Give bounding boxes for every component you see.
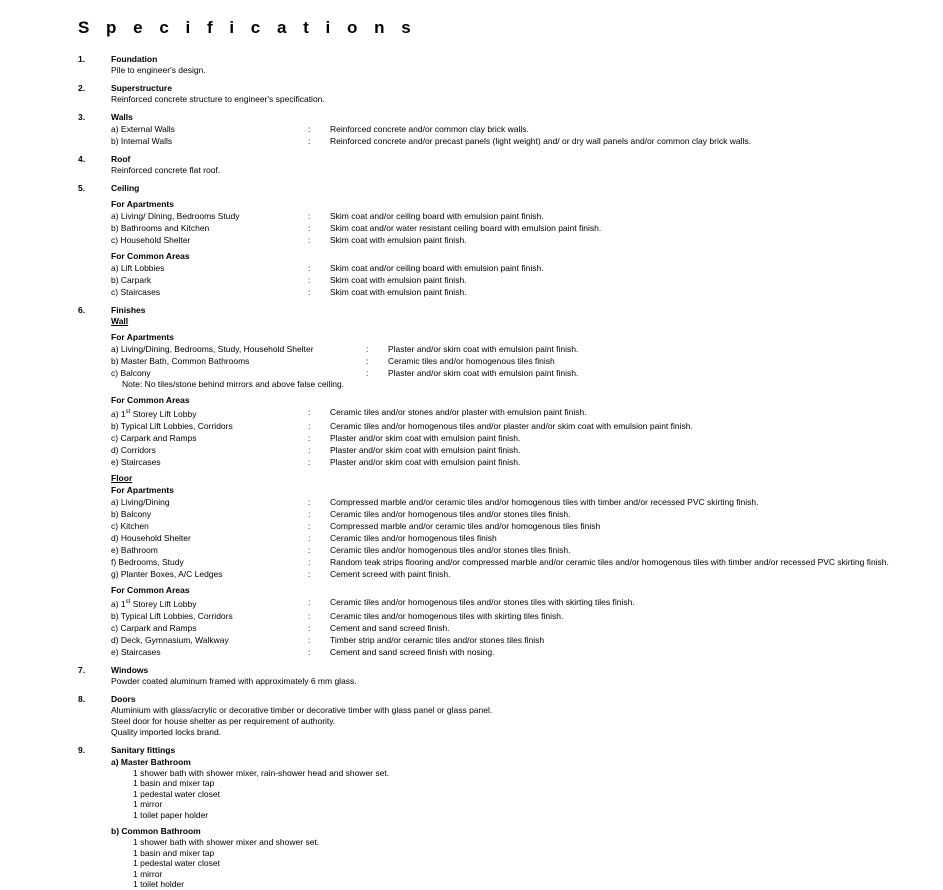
spec-value: Skim coat and/or ceiling board with emulsion paint finish. [330, 263, 544, 273]
section-text: Quality imported locks brand. [111, 726, 222, 737]
spec-row [111, 223, 903, 234]
group-heading: For Apartments [111, 484, 174, 495]
spec-label: c) Staircases [111, 287, 161, 297]
spec-label: a) External Walls [111, 124, 175, 134]
group-heading: For Common Areas [111, 584, 190, 595]
spec-label: f) Bedrooms, Study [111, 556, 184, 567]
section-finishes [78, 305, 903, 658]
spec-row [111, 433, 903, 444]
spec-colon: : [308, 263, 311, 273]
spec-label: a) Living/ Dining, Bedrooms Study [111, 211, 240, 221]
spec-colon: : [308, 622, 311, 633]
section-doors [78, 694, 903, 738]
spec-value: Ceramic tiles and/or homogenous tiles and/or stones tiles with skirting tiles finish. [330, 596, 635, 607]
spec-value: Skim coat and/or water resistant ceiling board with emulsion paint finish. [330, 223, 602, 233]
spec-label: e) Bathroom [111, 544, 158, 555]
spec-note: Note: No tiles/stone behind mirrors and above false ceiling. [122, 379, 345, 389]
spec-value: Plaster and/or skim coat with emulsion paint finish. [330, 432, 521, 443]
list-item: 1 basin and mixer tap [133, 847, 215, 858]
spec-label: a) 1st Storey Lift Lobby [111, 598, 197, 609]
spec-value: Cement and sand screed finish with nosing. [330, 646, 495, 657]
spec-value: Timber strip and/or ceramic tiles and/or stones tiles finish [330, 634, 545, 645]
spec-label: b) Typical Lift Lobbies, Corridors [111, 420, 233, 431]
spec-colon: : [366, 368, 369, 378]
spec-row [111, 211, 903, 222]
spec-colon: : [308, 556, 311, 567]
spec-value: Skim coat and/or ceiling board with emulsion paint finish. [330, 211, 544, 221]
spec-value: Plaster and/or skim coat with emulsion paint finish. [388, 368, 579, 378]
section-superstructure [78, 83, 903, 105]
spec-label: e) Staircases [111, 646, 161, 657]
spec-row [111, 445, 903, 456]
spec-row [111, 124, 903, 135]
section-number: 3. [78, 112, 86, 122]
section-number: 8. [78, 693, 86, 704]
spec-value: Reinforced concrete and/or precast panels (light weight) and/ or dry wall panels and/or common clay brick walls. [330, 136, 751, 146]
fitting-list [111, 768, 903, 821]
spec-value: Random teak strips flooring and/or compressed marble and/or ceramic tiles and/or homogenous tiles with timber and/or recessed PVC skirting finish. [330, 556, 889, 567]
spec-colon: : [308, 287, 311, 297]
spec-colon: : [366, 344, 369, 354]
spec-value: Skim coat with emulsion paint finish. [330, 275, 467, 285]
spec-value: Plaster and/or skim coat with emulsion paint finish. [330, 456, 521, 467]
spec-value: Cement and sand screed finish. [330, 622, 450, 633]
spec-value: Cement screed with paint finish. [330, 568, 451, 579]
section-heading: Windows [111, 664, 149, 675]
section-number: 7. [78, 664, 86, 675]
spec-row [111, 569, 903, 580]
spec-colon: : [308, 568, 311, 579]
spec-label: c) Balcony [111, 368, 151, 378]
section-foundation [78, 54, 903, 76]
spec-colon: : [366, 356, 369, 366]
spec-label: a) Living/Dining [111, 496, 170, 507]
spec-value: Reinforced concrete and/or common clay brick walls. [330, 124, 529, 134]
spec-row [111, 597, 903, 610]
spec-row [111, 136, 903, 147]
spec-colon: : [308, 532, 311, 543]
spec-colon: : [308, 456, 311, 467]
spec-value: Skim coat with emulsion paint finish. [330, 287, 467, 297]
spec-row [111, 509, 903, 520]
section-ceiling [78, 183, 903, 298]
list-item: 1 toilet holder [133, 879, 185, 890]
group-heading: a) Master Bathroom [111, 756, 191, 767]
spec-row [111, 235, 903, 246]
list-item: 1 pedestal water closet [133, 858, 220, 869]
list-item: 1 shower bath with shower mixer and shower set. [133, 837, 320, 848]
spec-label: c) Carpark and Ramps [111, 432, 197, 443]
group-heading: For Common Areas [111, 395, 190, 405]
spec-row [111, 557, 903, 568]
spec-row [111, 623, 903, 634]
spec-row [111, 611, 903, 622]
spec-row [111, 545, 903, 556]
spec-label: b) Carpark [111, 275, 152, 285]
spec-label: c) Kitchen [111, 520, 149, 531]
spec-label: d) Corridors [111, 444, 156, 455]
spec-label: b) Balcony [111, 508, 152, 519]
spec-value: Ceramic tiles and/or homogenous tiles finish [388, 356, 555, 366]
section-text: Reinforced concrete structure to engineer's specification. [111, 94, 325, 104]
spec-value: Ceramic tiles and/or homogenous tiles and/or stones tiles finish. [330, 544, 571, 555]
list-item: 1 shower bath with shower mixer, rain-shower head and shower set. [133, 767, 390, 778]
section-heading: Roof [111, 154, 131, 164]
group-heading: b) Common Bathroom [111, 826, 201, 837]
list-item: 1 mirror [133, 868, 163, 879]
spec-label: c) Household Shelter [111, 235, 191, 245]
section-text: Steel door for house shelter as per requirement of authority. [111, 715, 336, 726]
subsection-heading-wall: Wall [111, 316, 129, 326]
spec-value: Ceramic tiles and/or homogenous tiles finish [330, 532, 497, 543]
spec-row [111, 344, 903, 355]
spec-label: d) Household Shelter [111, 532, 191, 543]
spec-colon: : [308, 136, 311, 146]
page-title: S p e c i f i c a t i o n s [78, 18, 417, 37]
spec-label: b) Bathrooms and Kitchen [111, 223, 210, 233]
section-roof [78, 154, 903, 176]
section-heading: Superstructure [111, 83, 172, 93]
spec-colon: : [308, 634, 311, 645]
spec-label: a) Living/Dining, Bedrooms, Study, Household Shelter [111, 344, 314, 354]
spec-value: Plaster and/or skim coat with emulsion paint finish. [330, 444, 521, 455]
group-heading: For Apartments [111, 332, 174, 342]
spec-label: d) Deck, Gymnasium, Walkway [111, 634, 229, 645]
subsection-heading-floor: Floor [111, 472, 133, 483]
spec-colon: : [308, 444, 311, 455]
spec-label: b) Typical Lift Lobbies, Corridors [111, 610, 233, 621]
spec-value: Ceramic tiles and/or homogenous tiles and/or plaster and/or skim coat with emulsion paint finish. [330, 420, 693, 431]
spec-row [111, 421, 903, 432]
section-text: Powder coated aluminum framed with approximately 6 mm glass. [111, 675, 357, 686]
section-heading: Finishes [111, 305, 146, 315]
spec-colon: : [308, 646, 311, 657]
spec-label: b) Internal Walls [111, 136, 173, 146]
spec-colon: : [308, 275, 311, 285]
section-text: Pile to engineer's design. [111, 65, 206, 75]
spec-row [111, 287, 903, 298]
list-item: 1 basin and mixer tap [133, 778, 215, 789]
section-heading: Ceiling [111, 183, 140, 193]
spec-colon: : [308, 420, 311, 431]
list-item: 1 pedestal water closet [133, 788, 220, 799]
spec-value: Ceramic tiles and/or homogenous tiles and/or stones tiles finish. [330, 508, 571, 519]
spec-row [111, 497, 903, 508]
section-number: 2. [78, 83, 86, 93]
spec-value: Compressed marble and/or ceramic tiles and/or homogenous tiles finish [330, 520, 601, 531]
spec-label: b) Master Bath, Common Bathrooms [111, 356, 250, 366]
spec-colon: : [308, 544, 311, 555]
spec-row [111, 407, 903, 420]
spec-colon: : [308, 508, 311, 519]
section-sanitary-fittings [78, 745, 903, 890]
section-heading: Walls [111, 112, 133, 122]
spec-colon: : [308, 407, 311, 417]
list-item: 1 mirror [133, 799, 163, 810]
list-item: 1 toilet paper holder [133, 809, 209, 820]
spec-label: a) Lift Lobbies [111, 263, 165, 273]
spec-colon: : [308, 496, 311, 507]
spec-value: Ceramic tiles and/or homogenous tiles with skirting tiles finish. [330, 610, 564, 621]
spec-colon: : [308, 235, 311, 245]
spec-value: Plaster and/or skim coat with emulsion paint finish. [388, 344, 579, 354]
spec-label: c) Carpark and Ramps [111, 622, 197, 633]
section-text: Aluminium with glass/acrylic or decorative timber or decorative timber with glass panel or glass panel. [111, 704, 493, 715]
spec-value: Skim coat with emulsion paint finish. [330, 235, 467, 245]
section-text: Reinforced concrete flat roof. [111, 165, 221, 175]
spec-colon: : [308, 211, 311, 221]
spec-label: e) Staircases [111, 456, 161, 467]
spec-row [111, 356, 903, 367]
group-heading: For Apartments [111, 199, 174, 209]
spec-colon: : [308, 124, 311, 134]
spec-label: g) Planter Boxes, A/C Ledges [111, 568, 223, 579]
spec-row [111, 521, 903, 532]
section-number: 6. [78, 305, 86, 315]
spec-row [111, 457, 903, 468]
spec-row [111, 263, 903, 274]
spec-label: a) 1st Storey Lift Lobby [111, 408, 197, 419]
section-number: 1. [78, 54, 86, 64]
spec-colon: : [308, 520, 311, 531]
spec-colon: : [308, 596, 311, 607]
group-heading: For Common Areas [111, 251, 190, 261]
spec-colon: : [308, 610, 311, 621]
section-number: 4. [78, 154, 86, 164]
spec-row [111, 635, 903, 646]
section-windows [78, 665, 903, 687]
spec-colon: : [308, 223, 311, 233]
section-heading: Doors [111, 693, 136, 704]
section-walls [78, 112, 903, 147]
section-heading: Sanitary fittings [111, 744, 176, 755]
fitting-list [111, 837, 903, 890]
spec-row [111, 533, 903, 544]
section-number: 9. [78, 744, 86, 755]
spec-row [111, 275, 903, 286]
spec-row [111, 368, 903, 379]
spec-row [111, 647, 903, 658]
section-heading: Foundation [111, 54, 158, 64]
spec-value: Compressed marble and/or ceramic tiles and/or homogenous tiles with timber and/or recessed PVC skirting finish. [330, 496, 759, 507]
section-number: 5. [78, 183, 86, 193]
spec-value: Ceramic tiles and/or stones and/or plaster with emulsion paint finish. [330, 407, 587, 417]
spec-colon: : [308, 432, 311, 443]
